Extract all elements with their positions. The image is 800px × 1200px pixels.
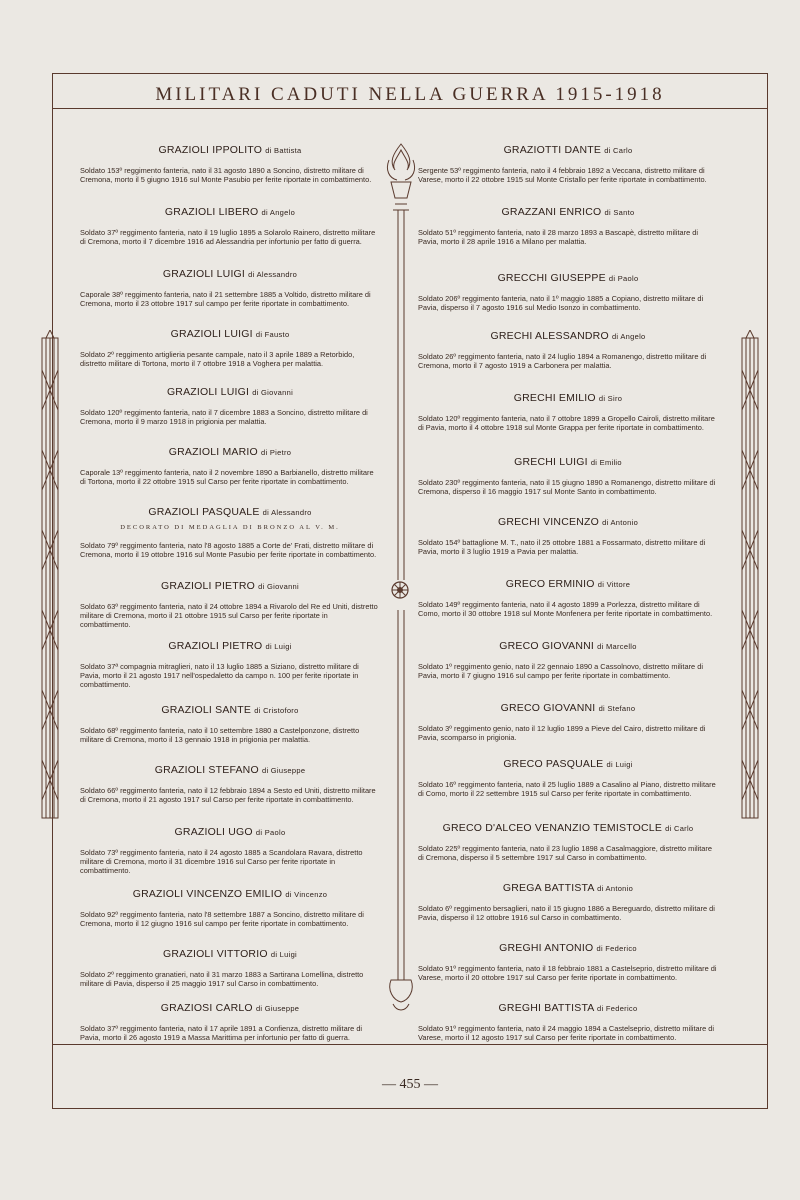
footer-rule <box>53 1044 767 1045</box>
surname-given-name: GRAZIOLI VITTORIO <box>162 948 268 960</box>
entry-name <box>418 942 718 954</box>
entry-text: Soldato 91º reggimento fanteria, nato il 18 febbraio 1881 a Castelseprio, distretto militare di Varese, morto il 20 ottobre 1917 sul Carso per ferite riportate in combattimento. <box>418 964 717 982</box>
entry-name <box>80 948 380 960</box>
surname-given-name: GRECCHI GIUSEPPE <box>497 272 606 284</box>
surname-given-name: GRECHI EMILIO <box>513 392 596 404</box>
entry <box>80 386 380 426</box>
surname-given-name: GRECO GIOVANNI <box>500 702 596 714</box>
surname-given-name: GRECO GIOVANNI <box>499 640 595 652</box>
entry-text: Soldato 26º reggimento fanteria, nato il 24 luglio 1894 a Romanengo, distretto militare di Cremona, morto il 7 agosto 1919 a Carbonera per malattia. <box>418 352 707 370</box>
patronymic: di Luigi <box>606 760 633 769</box>
entry <box>418 456 718 496</box>
entry-name <box>418 758 718 770</box>
patronymic: di Giuseppe <box>261 766 306 775</box>
entry-text: Soldato 37º reggimento fanteria, nato il 17 aprile 1891 a Confienza, distretto militare di Pavia, morto il 26 agosto 1919 a Massa Marittima per infortunio per fatto di guerra. <box>80 1024 363 1042</box>
patronymic: di Luigi <box>270 950 298 959</box>
entry <box>418 392 718 432</box>
patronymic: di Carlo <box>604 146 633 155</box>
entry-text: Soldato 153º reggimento fanteria, nato il 31 agosto 1890 a Soncino, distretto militare di Cremona, morto il 5 giugno 1916 sul Monte Pasubio per ferite riportate in combattimento. <box>80 166 372 184</box>
surname-given-name: GREGHI ANTONIO <box>499 942 594 954</box>
patronymic: di Vincenzo <box>285 890 328 899</box>
entry <box>80 640 380 689</box>
surname-given-name: GRECO ERMINIO <box>505 578 595 590</box>
entry-text: Soldato 66º reggimento fanteria, nato il 12 febbraio 1894 a Sesto ed Uniti, distretto militare di Cremona, morto il 21 agosto 1917 sul Carso per ferite riportate in combattimento. <box>80 786 376 804</box>
entry <box>418 882 718 922</box>
surname-given-name: GREGA BATTISTA <box>502 882 595 894</box>
entry-text: Soldato 6º reggimento bersaglieri, nato il 15 giugno 1886 a Bereguardo, distretto militare di Pavia, disperso il 12 ottobre 1916 sul Carso in combattimento. <box>418 904 715 922</box>
entry <box>418 516 718 556</box>
patronymic: di Giuseppe <box>255 1004 300 1013</box>
entry-text: Soldato 206º reggimento fanteria, nato il 1º maggio 1885 a Copiano, distretto militare di Pavia, disperso il 7 agosto 1916 sul Medio Isonzo in combattimento. <box>418 294 704 312</box>
decoration-note: DECORATO DI MEDAGLIA DI BRONZO AL V. M. <box>120 524 340 531</box>
surname-given-name: GRAZIOLI SANTE <box>161 704 252 716</box>
entry <box>80 268 380 308</box>
entry <box>80 580 380 629</box>
patronymic: di Battista <box>265 146 302 155</box>
surname-given-name: GRECO D'ALCEO VENANZIO TEMISTOCLE <box>442 822 663 834</box>
surname-given-name: GRAZIOLI PASQUALE <box>148 506 260 518</box>
surname-given-name: GRAZIOLI LIBERO <box>164 206 259 218</box>
patronymic: di Giovanni <box>258 582 299 591</box>
entry-text: Soldato 3º reggimento genio, nato il 12 luglio 1899 a Pieve del Cairo, distretto militare di Pavia, scomparso in prigionia. <box>418 724 706 742</box>
entry-name <box>80 1002 380 1014</box>
entry <box>418 758 718 798</box>
patronymic: di Fausto <box>255 330 290 339</box>
patronymic: di Luigi <box>265 642 292 651</box>
surname-given-name: GRAZIOLI IPPOLITO <box>158 144 263 156</box>
entry-name <box>80 328 380 340</box>
patronymic: di Angelo <box>611 332 646 341</box>
surname-given-name: GRAZIOTTI DANTE <box>503 144 602 156</box>
entry-name <box>418 822 718 834</box>
surname-given-name: GRAZIOSI CARLO <box>160 1002 253 1014</box>
entry-name <box>80 888 380 900</box>
entry-name <box>418 456 718 468</box>
entry <box>418 578 718 618</box>
entry-text: Soldato 37º reggimento fanteria, nato il 19 luglio 1895 a Solarolo Rainero, distretto militare di Cremona, morto il 7 dicembre 1916 ad Alessandria per infortunio per fatto di guerra. <box>80 228 376 246</box>
surname-given-name: GRAZIOLI PIETRO <box>168 640 263 652</box>
entry-name <box>418 272 718 284</box>
patronymic: di Vittore <box>597 580 631 589</box>
entry-name <box>80 580 380 592</box>
left-fasces-ornament-icon <box>36 330 64 830</box>
patronymic: di Emilio <box>590 458 622 467</box>
entry-text: Soldato 154º battaglione M. T., nato il 25 ottobre 1881 a Fossarmato, distretto militare di Pavia, morto il 3 luglio 1919 a Pavia per malattia. <box>418 538 706 556</box>
entry-name <box>80 704 380 716</box>
entry <box>80 144 380 184</box>
entry <box>80 206 380 246</box>
surname-given-name: GRAZIOLI LUIGI <box>170 328 253 340</box>
patronymic: di Federico <box>596 944 637 953</box>
entry-text: Sergente 53º reggimento fanteria, nato il 4 febbraio 1892 a Veccana, distretto militare di Varese, morto il 22 ottobre 1915 sul Monte Cristallo per ferite riportate in combattimento. <box>418 166 707 184</box>
entry-text: Soldato 120º reggimento fanteria, nato il 7 ottobre 1899 a Gropello Cairoli, distretto militare di Pavia, morto il 4 ottobre 1918 sul Monte Grappa per ferite riportate in combattimento. <box>418 414 715 432</box>
rosette-icon <box>390 580 410 600</box>
entry-text: Soldato 63º reggimento fanteria, nato il 24 ottobre 1894 a Rivarolo del Re ed Uniti, distretto militare di Cremona, morto il 21 ottobre 1915 sul Carso per ferite riportate in combattimento. <box>80 602 378 629</box>
entry <box>418 330 718 370</box>
patronymic: di Giovanni <box>252 388 294 397</box>
entry <box>80 1002 380 1042</box>
entry-text: Soldato 37ª compagnia mitraglieri, nato il 13 luglio 1885 a Siziano, distretto militare di Pavia, morto il 21 agosto 1917 nell'ospedaletto da campo n. 100 per ferite riportate in combattimento. <box>80 662 359 689</box>
patronymic: di Stefano <box>598 704 636 713</box>
surname-given-name: GRAZIOLI MARIO <box>168 446 258 458</box>
entry <box>418 1002 718 1042</box>
right-fasces-ornament-icon <box>736 330 764 830</box>
patronymic: di Cristoforo <box>254 706 299 715</box>
entry-text: Soldato 120º reggimento fanteria, nato il 7 dicembre 1883 a Soncino, distretto militare di Cremona, morto il 9 marzo 1918 in prigionia per malattia. <box>80 408 368 426</box>
entry <box>80 446 380 486</box>
surname-given-name: GRECO PASQUALE <box>503 758 604 770</box>
patronymic: di Antonio <box>597 884 634 893</box>
entry-name <box>418 516 718 528</box>
patronymic: di Siro <box>598 394 623 403</box>
entry <box>418 206 718 246</box>
entry <box>80 948 380 988</box>
entry-text: Soldato 51º reggimento fanteria, nato il 28 marzo 1893 a Bascapè, distretto militare di Pavia, morto il 28 aprile 1916 a Milano per malattia. <box>418 228 699 246</box>
entry-text: Soldato 73º reggimento fanteria, nato il 24 agosto 1885 a Scandolara Ravara, distretto militare di Cremona, morto il 31 dicembre 1916 sul Carso per ferite riportate in combattimento. <box>80 848 363 875</box>
entry-text: Soldato 230º reggimento fanteria, nato il 15 giugno 1890 a Romanengo, distretto militare di Cremona, disperso il 16 maggio 1917 sul Monte Santo in combattimento. <box>418 478 716 496</box>
page-header-title: MILITARI CADUTI NELLA GUERRA 1915-1918 <box>155 84 665 105</box>
entry-name <box>80 446 380 458</box>
surname-given-name: GREGHI BATTISTA <box>498 1002 594 1014</box>
entry-name <box>80 764 380 776</box>
entry-text: Soldato 79º reggimento fanteria, nato l'8 agosto 1885 a Corte de' Frati, distretto militare di Cremona, morto il 19 ottobre 1916 sul Monte Pasubio per ferite riportate in combattimento. <box>80 541 377 559</box>
entry-name <box>80 640 380 652</box>
page-number: — 455 — <box>382 1077 438 1092</box>
entry <box>418 640 718 680</box>
entry-name <box>80 506 380 518</box>
entry-text: Caporale 13º reggimento fanteria, nato il 2 novembre 1890 a Barbianello, distretto militare di Tortona, morto il 22 ottobre 1915 sul Carso per ferite riportate in combattimento. <box>80 468 374 486</box>
entry-text: Soldato 91º reggimento fanteria, nato il 24 maggio 1894 a Castelseprio, distretto militare di Varese, morto il 12 agosto 1917 sul Carso per ferite riportate in combattimento. <box>418 1024 715 1042</box>
entry <box>80 506 380 559</box>
entry-name <box>80 386 380 398</box>
surname-given-name: GRAZIOLI LUIGI <box>162 268 246 280</box>
entry-name <box>418 882 718 894</box>
entry-name <box>80 826 380 838</box>
entry-name <box>80 144 380 156</box>
entry <box>80 888 380 928</box>
patronymic: di Pietro <box>261 448 292 457</box>
entry <box>80 328 380 368</box>
entry-name <box>80 206 380 218</box>
entry-text: Soldato 1º reggimento genio, nato il 22 gennaio 1890 a Cassolnovo, distretto militare di Pavia, morto il 7 giugno 1916 sul campo per ferite riportate in combattimento. <box>418 662 703 680</box>
header-rule <box>53 108 767 109</box>
entry-name <box>80 268 380 280</box>
surname-given-name: GRAZIOLI LUIGI <box>166 386 250 398</box>
entry-text: Soldato 68º reggimento fanteria, nato il 10 settembre 1880 a Castelponzone, distretto militare di Cremona, morto il 13 gennaio 1918 in prigionia per malattia. <box>80 726 360 744</box>
entry-name <box>418 1002 718 1014</box>
entry-name <box>418 640 718 652</box>
entry <box>418 144 718 184</box>
surname-given-name: GRAZIOLI UGO <box>174 826 253 838</box>
entry-name <box>418 392 718 404</box>
entry <box>418 942 718 982</box>
entry <box>80 826 380 875</box>
surname-given-name: GRAZIOLI VINCENZO EMILIO <box>132 888 283 900</box>
entry-text: Soldato 2º reggimento granatieri, nato il 31 marzo 1883 a Sartirana Lomellina, distretto militare di Pavia, disperso il 25 maggio 1917 sul Carso in combattimento. <box>80 970 364 988</box>
entry <box>80 764 380 804</box>
surname-given-name: GRAZIOLI STEFANO <box>154 764 259 776</box>
entry-text: Soldato 16º reggimento fanteria, nato il 25 luglio 1889 a Casalino al Piano, distretto militare di Como, morto il 22 settembre 1915 sul Carso per ferite riportate in combattimento. <box>418 780 716 798</box>
entry <box>80 704 380 744</box>
entry-name <box>418 206 718 218</box>
patronymic: di Alessandro <box>262 508 312 517</box>
patronymic: di Paolo <box>255 828 286 837</box>
surname-given-name: GRECHI VINCENZO <box>497 516 599 528</box>
entry-text: Soldato 149º reggimento fanteria, nato il 4 agosto 1899 a Porlezza, distretto militare di Como, morto il 30 ottobre 1918 sul Monte Monfenera per ferite riportate in combattimento. <box>418 600 713 618</box>
surname-given-name: GRECHI ALESSANDRO <box>490 330 609 342</box>
entry-name <box>418 578 718 590</box>
entry-text: Caporale 38º reggimento fanteria, nato il 21 settembre 1885 a Voltido, distretto militare di Cremona, morto il 23 ottobre 1917 sul campo per ferite riportate in combattimento. <box>80 290 371 308</box>
entry-text: Soldato 2º reggimento artiglieria pesante campale, nato il 3 aprile 1889 a Retorbido, distretto militare di Tortona, morto il 7 ottobre 1918 a Voghera per malattia. <box>80 350 355 368</box>
patronymic: di Carlo <box>665 824 694 833</box>
patronymic: di Angelo <box>261 208 296 217</box>
entry-name <box>418 144 718 156</box>
patronymic: di Federico <box>597 1004 638 1013</box>
entry-name <box>418 702 718 714</box>
entry <box>418 702 718 742</box>
entry-text: Soldato 225º reggimento fanteria, nato il 23 luglio 1898 a Casalmaggiore, distretto militare di Cremona, disperso il 5 settembre 1917 sul Carso in combattimento. <box>418 844 712 862</box>
patronymic: di Marcello <box>597 642 637 651</box>
entry <box>418 272 718 312</box>
entry-text: Soldato 92º reggimento fanteria, nato l'8 settembre 1887 a Soncino, distretto militare di Cremona, morto il 12 giugno 1916 sul campo per ferite riportate in combattimento. <box>80 910 364 928</box>
patronymic: di Alessandro <box>248 270 298 279</box>
entry <box>418 822 718 862</box>
patronymic: di Antonio <box>602 518 639 527</box>
surname-given-name: GRECHI LUIGI <box>514 456 588 468</box>
surname-given-name: GRAZZANI ENRICO <box>501 206 602 218</box>
entry-name <box>418 330 718 342</box>
surname-given-name: GRAZIOLI PIETRO <box>161 580 256 592</box>
patronymic: di Santo <box>604 208 635 217</box>
patronymic: di Paolo <box>608 274 639 283</box>
